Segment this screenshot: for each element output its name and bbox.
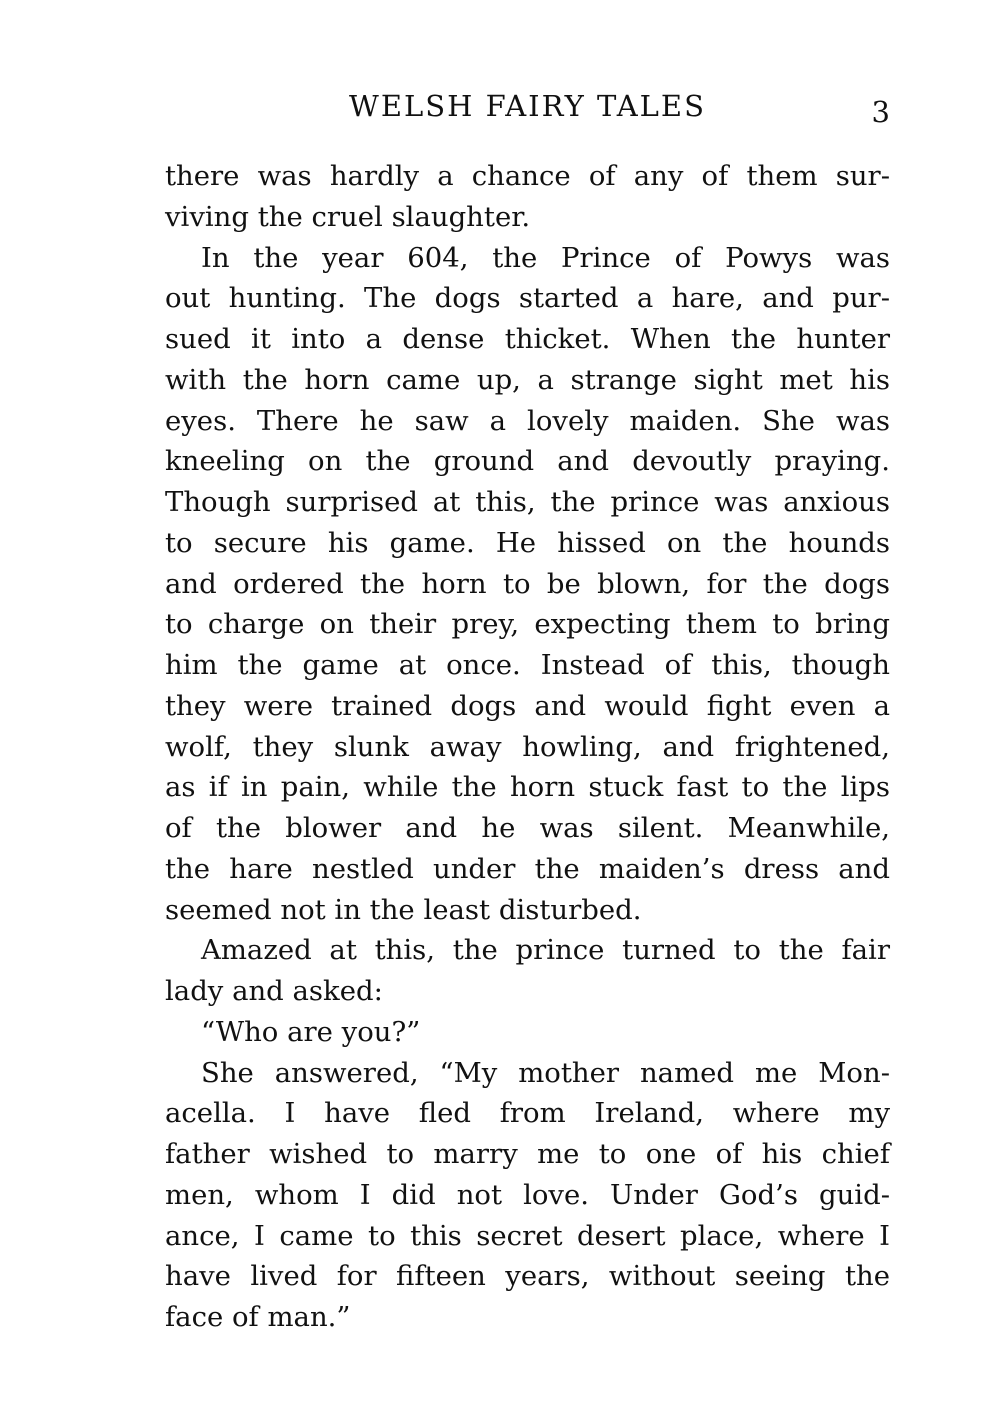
- text-line: to charge on their prey, expecting them to bring: [165, 608, 890, 641]
- text-line: Amazed at this, the prince turned to the fair: [201, 934, 890, 967]
- text-line: they were trained dogs and would fight even a: [165, 689, 890, 722]
- text-line: sued it into a dense thicket. When the hunter: [165, 323, 890, 355]
- page-number: 3: [871, 95, 890, 129]
- text-line: lady and asked:: [165, 975, 383, 1007]
- text-line: In the year 604, the Prince of Powys was: [201, 241, 890, 274]
- text-line: father wished to marry me to one of his chief: [165, 1138, 890, 1170]
- text-line: eyes. There he saw a lovely maiden. She was: [165, 404, 890, 437]
- text-line: She answered, “My mother named me Mon-: [201, 1056, 890, 1089]
- text-line: viving the cruel slaughter.: [165, 200, 531, 233]
- text-line: have lived for fifteen years, without seeing the: [165, 1260, 890, 1293]
- text-line: face of man.”: [165, 1301, 351, 1333]
- text-line: to secure his game. He hissed on the hounds: [165, 526, 890, 559]
- text-line: seemed not in the least disturbed.: [165, 893, 642, 926]
- text-line: Though surprised at this, the prince was anxious: [165, 486, 890, 518]
- body-text: [165, 156, 890, 1338]
- text-line: men, whom I did not love. Under God’s guid-: [165, 1178, 890, 1211]
- running-title: WELSH FAIRY TALES: [349, 89, 706, 123]
- text-line: of the blower and he was silent. Meanwhile,: [165, 812, 890, 844]
- text-line: “Who are you?”: [201, 1015, 421, 1048]
- text-line: out hunting. The dogs started a hare, and pur-: [165, 282, 890, 315]
- text-line: there was hardly a chance of any of them sur-: [165, 160, 890, 192]
- text-line: the hare nestled under the maiden’s dress and: [165, 852, 890, 885]
- text-line: as if in pain, while the horn stuck fast to the lips: [165, 771, 890, 804]
- text-line: wolf, they slunk away howling, and frightened,: [165, 730, 890, 763]
- text-line: with the horn came up, a strange sight met his: [165, 363, 890, 396]
- text-line: him the game at once. Instead of this, though: [165, 649, 890, 681]
- running-head: [165, 86, 890, 130]
- text-line: ance, I came to this secret desert place, where I: [165, 1219, 890, 1252]
- text-line: acella. I have fled from Ireland, where my: [165, 1097, 890, 1130]
- text-line: and ordered the horn to be blown, for the dogs: [165, 567, 890, 600]
- text-line: kneeling on the ground and devoutly praying.: [165, 445, 890, 478]
